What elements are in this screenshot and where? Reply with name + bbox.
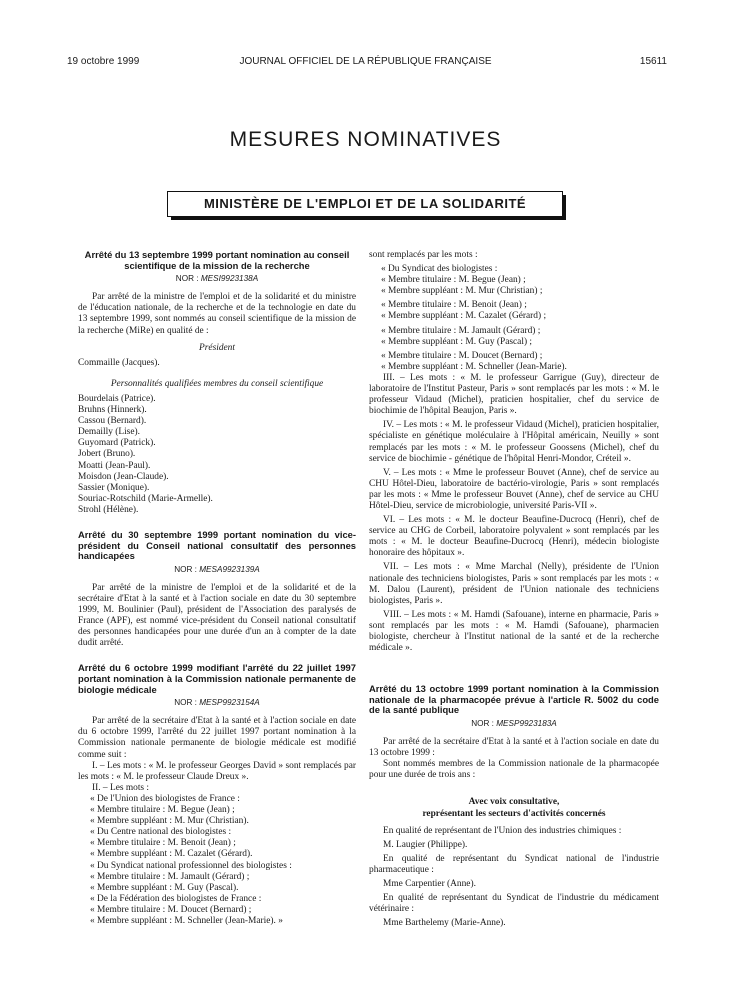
decree-3-article-8: VIII. – Les mots : « M. Hamdi (Safouane), interne en pharmacie, Paris » sont remplacés par les mots : « M. Hamdi (Safouane), pharmacien biologiste, chercheur à l'Institut national de la santé et de la recherche médicale ». <box>369 609 659 654</box>
decree-4-body-1: Par arrêté de la secrétaire d'Etat à la santé et à l'action sociale en date du 13 octobre 1999 : <box>369 737 659 759</box>
decree-1-heading: Arrêté du 13 septembre 1999 portant nomination au conseil scientifique de la mission de la recherche <box>84 249 350 271</box>
list-item: « De la Fédération des biologistes de France : <box>90 893 262 904</box>
list-item: Sassier (Monique). <box>78 482 150 493</box>
list-item: « Membre suppléant : M. Schneller (Jean-Marie). » <box>90 915 283 926</box>
decree-4-subheading-2: représentant les secteurs d'activités concernés <box>422 808 606 819</box>
decree-4-role-1: En qualité de représentant de l'Union des industries chimiques : <box>383 825 622 836</box>
nor-label: NOR : <box>174 698 197 708</box>
list-item: « Membre suppléant : M. Guy (Pascal). <box>90 882 239 893</box>
decree-4-role-3: En qualité de représentant du Syndicat de l'industrie du médicament vétérinaire : <box>369 893 659 915</box>
decree-3-article-2: II. – Les mots : <box>92 782 150 793</box>
decree-1-members-list <box>78 394 356 516</box>
header-journal-title: JOURNAL OFFICIEL DE LA RÉPUBLIQUE FRANÇAISE <box>239 56 492 67</box>
header-date: 19 octobre 1999 <box>67 56 140 67</box>
nor-code: MESI9923138A <box>200 274 259 284</box>
list-item: Bruhns (Hinnerk). <box>78 405 147 416</box>
list-item: « De l'Union des biologistes de France : <box>90 793 240 804</box>
decree-3-article-5: V. – Les mots : « Mme le professeur Bouvet (Anne), chef de service au CHU Hôtel-Dieu, laboratoire de bactério-virologie, Paris » sont remplacés par les mots : « Mme le professeur Bouvet (Anne), chef de service au CHU Hôtel-Dieu, service de microbiologie, université Paris-VII ». <box>369 467 659 511</box>
list-item: Demailly (Lise). <box>78 427 140 438</box>
right-column <box>369 250 659 929</box>
list-item: Guyomard (Patrick). <box>78 438 156 449</box>
decree-3-article-1: I. – Les mots : « M. le professeur Georges David » sont remplacés par les mots : « M. le professeur Claude Dreux ». <box>78 760 356 782</box>
list-item: « Membre suppléant : M. Guy (Pascal) ; <box>381 336 533 347</box>
list-item: Bourdelais (Patrice). <box>78 393 156 404</box>
decree-2-heading: Arrêté du 30 septembre 1999 portant nomination du vice-président du Conseil national consultatif des personnes handicapées <box>78 528 356 562</box>
decree-4-heading: Arrêté du 13 octobre 1999 portant nomination à la Commission nationale de la pharmacopée prévue à l'article R. 5002 du code de la santé publique <box>369 683 659 716</box>
header-page-number: 15611 <box>639 56 667 67</box>
list-item: Moisdon (Jean-Claude). <box>78 471 169 482</box>
decree-3-article-7: VII. – Les mots : « Mme Marchal (Nelly), présidente de l'Union nationale des techniciens biologistes, Paris » sont remplacés par les mots : « M. Dalou (Laurent), président de l'Union nationale des techniciens biologistes, Paris ». <box>369 562 659 606</box>
list-item: « Membre titulaire : M. Begue (Jean) ; <box>90 805 235 816</box>
nor-code: MESP9923183A <box>496 718 557 728</box>
nor-label: NOR : <box>174 564 197 574</box>
list-item: Souriac-Rotschild (Marie-Armelle). <box>78 493 213 504</box>
left-column <box>78 250 356 927</box>
ministry-banner <box>167 191 563 217</box>
decree-4-name-3: Mme Barthelemy (Marie-Anne). <box>383 918 506 929</box>
list-item: Strohl (Hélène). <box>78 504 139 515</box>
decree-1-members-label: Personnalités qualifiées membres du conseil scientifique <box>110 378 324 389</box>
list-item: Cassou (Bernard). <box>78 416 147 427</box>
decree-4-name-2: Mme Carpentier (Anne). <box>383 879 476 889</box>
ministry-label: MINISTÈRE DE L'EMPLOI ET DE LA SOLIDARITÉ <box>203 196 527 211</box>
decree-3-article-6: VI. – Les mots : « M. le docteur Beaufine-Ducrocq (Henri), chef de service au CHG de Corbeil, laboratoire polyvalent » sont remplacés par les mots : « M. le docteur Beaufine-Ducrocq (Henri), médecin biologiste honoraire des hôpitaux ». <box>369 515 659 559</box>
list-item: « Du Syndicat des biologistes : <box>381 264 498 275</box>
decree-1-nor <box>78 273 356 284</box>
list-item: « Membre titulaire : M. Doucet (Bernard) ; <box>381 350 543 361</box>
list-item: « Membre titulaire : M. Benoit (Jean) ; <box>381 300 527 311</box>
list-item: « Membre suppléant : M. Cazalet (Gérard). <box>90 849 253 860</box>
decree-4-role-2: En qualité de représentant du Syndicat national de l'industrie pharmaceutique : <box>369 853 659 875</box>
replacement-intro: sont remplacés par les mots : <box>369 250 478 260</box>
list-item: « Membre suppléant : M. Schneller (Jean-Marie). <box>381 361 567 372</box>
decree-3-nor <box>78 697 356 708</box>
page-title: MESURES NOMINATIVES <box>229 128 502 151</box>
list-item: « Membre titulaire : M. Jamault (Gérard) ; <box>90 871 250 882</box>
decree-2-nor <box>78 564 356 575</box>
nor-label: NOR : <box>471 718 494 728</box>
list-item: « Membre titulaire : M. Benoit (Jean) ; <box>90 838 236 849</box>
list-item: Jobert (Bruno). <box>78 449 136 460</box>
list-item: « Du Syndicat national professionnel des biologistes : <box>90 860 292 871</box>
decree-2-body: Par arrêté de la ministre de l'emploi et de la solidarité et de la secrétaire d'Etat à la santé et à l'action sociale en date du 30 septembre 1999, M. Boulinier (Paul), président de l'Association des paralysés de France (APF), est nommé vice-président du Conseil national consultatif des personnes handicapées pour une durée d'un an à compter de la date dudit arrêté. <box>78 582 356 649</box>
decree-3-heading: Arrêté du 6 octobre 1999 modifiant l'arrêté du 22 juillet 1997 portant nomination à la Commission nationale permanente de biologie médicale <box>78 662 356 695</box>
list-item: « Membre suppléant : M. Mur (Christian). <box>90 816 249 827</box>
list-item: « Membre suppléant : M. Cazalet (Gérard) ; <box>381 311 547 322</box>
decree-4-body-2: Sont nommés membres de la Commission nationale de la pharmacopée pour une durée de trois ans : <box>369 759 659 781</box>
decree-4-name-1: M. Laugier (Philippe). <box>383 839 468 850</box>
list-item: « Membre titulaire : M. Jamault (Gérard) ; <box>381 325 541 336</box>
list-item: « Membre titulaire : M. Doucet (Bernard) ; <box>90 904 252 915</box>
list-item: Moatti (Jean-Paul). <box>78 460 151 471</box>
nor-label: NOR : <box>175 274 199 284</box>
decree-1-president: Commaille (Jacques). <box>78 357 160 368</box>
list-item: « Du Centre national des biologistes : <box>90 827 232 838</box>
nor-code: MESA9923139A <box>199 564 260 574</box>
list-item: « Membre titulaire : M. Begue (Jean) ; <box>381 275 526 286</box>
decree-3-body: Par arrêté de la secrétaire d'Etat à la santé et à l'action sociale en date du 6 octobre 1999, l'arrêté du 22 juillet 1997 portant nomination à la Commission nationale permanente de biologie médicale est modifié comme suit : <box>78 716 356 760</box>
decree-3-article-4: IV. – Les mots : « M. le professeur Vidaud (Michel), praticien hospitalier, spécialiste en génétique moléculaire à l'Hôpital américain, Neuilly » sont remplacés par les mots : « M. le professeur Goossens (Michel), chef du service de biochimie - génétique de l'hôpital Henri-Mondor, Créteil ». <box>369 420 659 464</box>
list-item: « Membre suppléant : M. Mur (Christian) ; <box>381 286 543 297</box>
decree-4-subheading-1: Avec voix consultative, <box>468 797 560 808</box>
nor-code: MESP9923154A <box>199 698 260 708</box>
decree-4-nor <box>369 718 659 729</box>
decree-1-president-label: Président <box>199 342 235 353</box>
decree-1-body: Par arrêté de la ministre de l'emploi et de la solidarité et du ministre de l'éducation nationale, de la recherche et de la technologie en date du 13 septembre 1999, sont nommés au conseil scientifique de la mission de la recherche (MiRe) en qualité de : <box>78 292 356 336</box>
decree-3-old-list <box>78 794 356 927</box>
decree-3-article-3: III. – Les mots : « M. le professeur Garrigue (Guy), directeur de laboratoire de l'Institut Pasteur, Paris » sont remplacés par les mots : « M. le professeur Vidaud (Michel), praticien hospitalier, chef du service de biochimie de l'hôpital Beaujon, Paris ». <box>369 372 659 417</box>
